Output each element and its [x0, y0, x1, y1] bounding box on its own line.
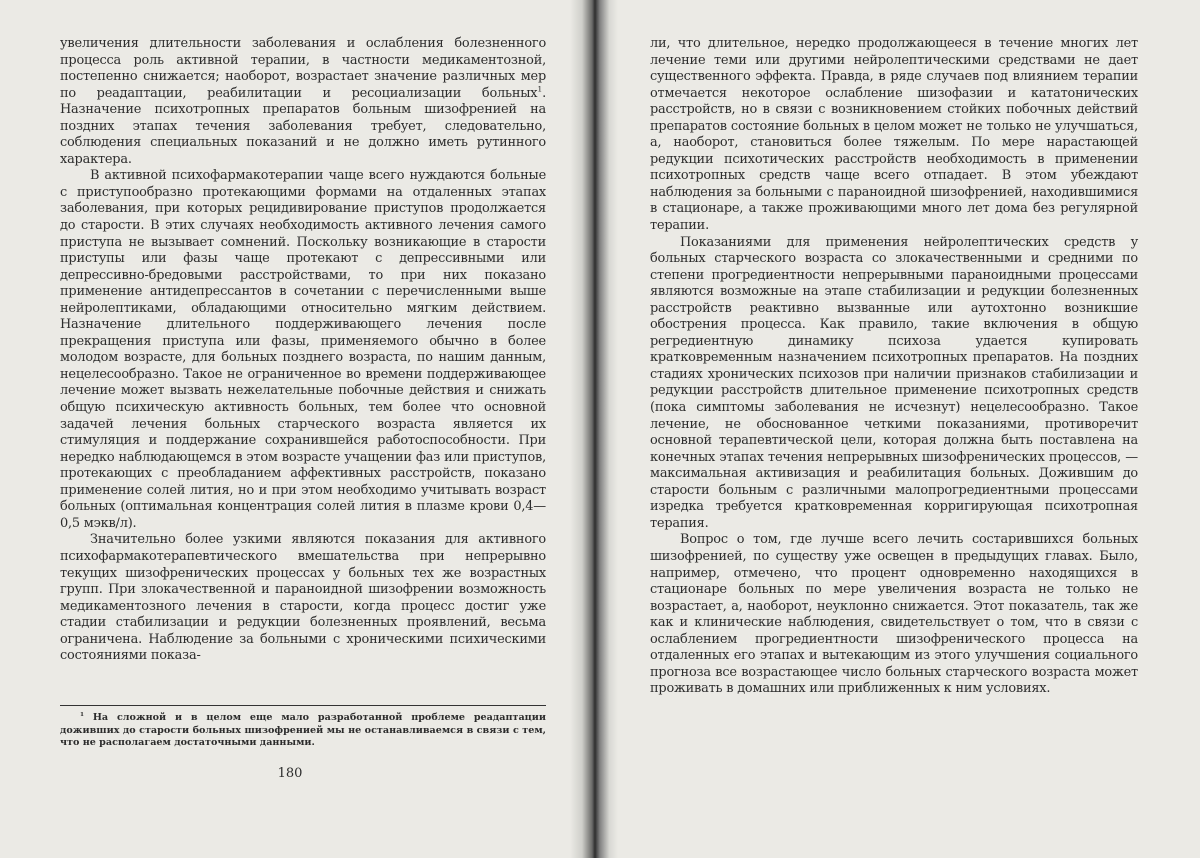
- paragraph-text: . Назначение психотропных препаратов больным шизофренией на поздних этапах течения заболевания требует, следовательно, соблюдения специальных показаний и не должно иметь рутинного характера.: [60, 85, 546, 167]
- footnote-reference: 1: [537, 84, 543, 94]
- paragraph: ли, что длительное, нередко продолжающееся в течение многих лет лечение теми или другими нейролептическими средствами не дает существенного эффекта. Правда, в ряде случаев под влиянием терапии отмечается некоторое ослабление шизофазии и кататонических расстройств, но в связи с возникновением стойких побочных действий препаратов состояние больных в целом может не только не улучшаться, а, наоборот, становиться более тяжелым. По мере нарастающей редукции психотических расстройств необходимость в применении психотропных средств чаще всего отпадает. В этом убеждают наблюдения за больными с параноидной шизофренией, находившимися в стационаре, а также проживающими много лет дома без регулярной терапии.: [650, 36, 1138, 234]
- footnote: [60, 705, 546, 750]
- paragraph: В активной психофармакотерапии чаще всего нуждаются больные с приступообразно протекающими формами на отдаленных этапах заболевания, при которых рецидивирование приступов продолжается до старости. В этих случаях необходимость активного лечения самого приступа не вызывает сомнений. Поскольку возникающие в старости приступы или фазы чаще протекают с депрессивными или депрессивно-бредовыми расстройствами, то при них показано применение антидепрессантов в сочетании с перечисленными выше нейролептиками, обладающими относительно мягким действием. Назначение длительного поддерживающего лечения после прекращения приступа или фазы, применяемого обычно в более молодом возрасте, для больных позднего возраста, по нашим данным, нецелесообразно. Такое не ограниченное во времени поддерживающее лечение может вызвать нежелательные побочные действия и снижать общую психическую активность больных, тем более что основной задачей лечения больных старческого возраста является их стимуляция и поддержание сохранившейся работоспособности. При нередко наблюдающемся в этом возрасте учащении фаз или приступов, протекающих с преобладанием аффективных расстройств, показано применение солей лития, но и при этом необходимо учитывать возраст больных (оптимальная концентрация солей лития в плазме крови 0,4—0,5 мэкв/л).: [60, 168, 546, 531]
- footnote-text: На сложной и в целом еще мало разработанной проблеме реадаптации доживших до старости больных шизофренией мы не останавливаемся в связи с тем, что не располагаем достаточными данными.: [60, 712, 546, 749]
- book-gutter: [570, 0, 618, 858]
- left-page-text: [60, 36, 546, 665]
- footnote-mark: 1: [80, 711, 85, 718]
- right-page-text: [650, 36, 1138, 698]
- paragraph: Показаниями для применения нейролептических средств у больных старческого возраста со злокачественными и средними по степени прогредиентности непрерывными параноидными процессами являются возможные на этапе стабилизации и редукции болезненных расстройств реактивно вызванные или аутохтонно возникшие обострения процесса. Как правило, такие включения в общую регредиентную динамику психоза удается купировать кратковременным назначением психотропных препаратов. На поздних стадиях хронических психозов при наличии признаков стабилизации и редукции расстройств длительное применение психотропных средств (пока симптомы заболевания не исчезнут) нецелесообразно. Такое лечение, не обоснованное четкими показаниями, противоречит основной терапевтической цели, которая должна быть поставлена на конечных этапах течения непрерывных шизофренических процессов, — максимальная активизация и реабилитация больных. Дожившим до старости больным с различными малопрогредиентными процессами изредка требуется кратковременная корригирующая психотропная терапия.: [650, 234, 1138, 531]
- paragraph: Вопрос о том, где лучше всего лечить состарившихся больных шизофренией, по существу уже освещен в предыдущих главах. Было, например, отмечено, что процент одновременно находящихся в стационаре больных по мере увеличения возраста не только не возрастает, а, наоборот, неуклонно снижается. Этот показатель, так же как и клинические наблюдения, свидетельствует о том, что в связи с ослаблением прогредиентности шизофренического процесса на отдаленных его этапах и вытекающим из этого улучшения социального прогноза все возрастающее число больных старческого возраста может проживать в домашних или приближенных к ним условиях.: [650, 532, 1138, 697]
- page-number: 180: [277, 766, 303, 781]
- right-page: [600, 0, 1200, 858]
- paragraph-text: увеличения длительности заболевания и ослабления болезненного процесса роль активной терапии, в частности медикаментозной, постепенно снижается; наоборот, возрастает значение различных мер по реадаптации, реабилитации и ресоциализации больных: [60, 36, 546, 101]
- left-page: [0, 0, 586, 858]
- paragraph: [60, 36, 546, 168]
- paragraph: Значительно более узкими являются показания для активного психофармакотерапевтического вмешательства при непрерывно текущих шизофренических процессах у больных тех же возрастных групп. При злокачественной и параноидной шизофрении возможность медикаментозного лечения в старости, когда процесс достиг уже стадии стабилизации и редукции болезненных проявлений, весьма ограничена. Наблюдение за больными с хроническими психическими состояниями показа-: [60, 532, 546, 664]
